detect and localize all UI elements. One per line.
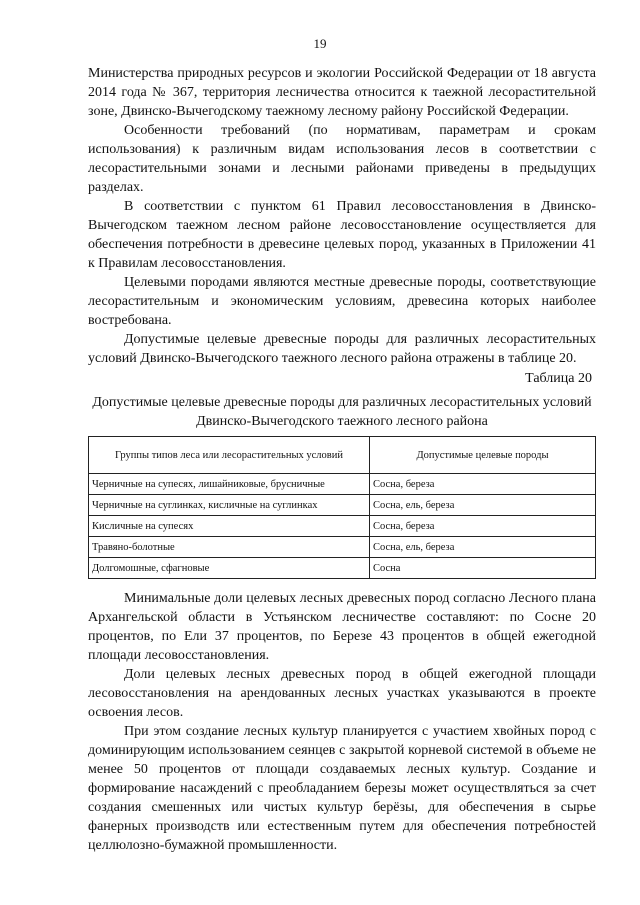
header-forest-groups: Группы типов леса или лесорастительных условий bbox=[89, 437, 370, 474]
table-cell-forest-group: Черничные на суглинках, кисличные на суглинках bbox=[89, 495, 370, 516]
paragraph-target-species: Целевыми породами являются местные древесные породы, соответствующие лесорастительным и экономическим условиям, древесина которых наиболее востребована. bbox=[88, 275, 596, 328]
table-row bbox=[89, 474, 596, 495]
paragraph-minimum-shares: Минимальные доли целевых лесных древесных пород согласно Лесного плана Архангельской области в Устьянском лесничестве составляют: по Сосне 20 процентов, по Ели 37 процентов, по Березе 43 процентов в общей ежегодной площади лесовосстановления. bbox=[88, 591, 596, 663]
table-cell-species: Сосна, береза bbox=[370, 474, 596, 495]
paragraph-table-reference: Допустимые целевые древесные породы для различных лесорастительных условий Двинско-Вычегодского таежного лесного района отражены в таблице 20. bbox=[88, 332, 596, 366]
table-label: Таблица 20 bbox=[525, 371, 592, 386]
paragraph-requirements: Особенности требований (по нормативам, параметрам и срокам использования) к различным видам использования лесов в соответствии с лесорастительными зонами и лесными районами приведены в предыдущих разделах. bbox=[88, 123, 596, 195]
table-cell-forest-group: Травяно-болотные bbox=[89, 537, 370, 558]
table-cell-species: Сосна, береза bbox=[370, 516, 596, 537]
table-cell-forest-group: Долгомошные, сфагновые bbox=[89, 558, 370, 579]
paragraph-forest-cultures: При этом создание лесных культур планируется с участием хвойных пород с доминирующим использованием сеянцев с закрытой корневой системой в объеме не менее 50 процентов от площади создаваемых лесных культур. Создание и формирование насаждений с преобладанием березы может осуществляться за счет создания смешенных или чистых культур берёзы, для обеспечения в сырье фанерных производств или естественным путем для обеспечения потребностей целлюлозно-бумажной промышленности. bbox=[88, 724, 596, 853]
document-body bbox=[88, 64, 596, 855]
table-title: Допустимые целевые древесные породы для различных лесорастительных условий Двинско-Вычегодского таежного лесного района bbox=[92, 395, 592, 429]
table-row bbox=[89, 495, 596, 516]
table-cell-species: Сосна bbox=[370, 558, 596, 579]
species-table bbox=[88, 436, 596, 579]
table-cell-species: Сосна, ель, береза bbox=[370, 537, 596, 558]
table-cell-forest-group: Кисличные на супесях bbox=[89, 516, 370, 537]
table-cell-species: Сосна, ель, береза bbox=[370, 495, 596, 516]
paragraph-leased-plots: Доли целевых лесных древесных пород в общей ежегодной площади лесовосстановления на арендованных лесных участках указываются в проекте освоения лесов. bbox=[88, 667, 596, 720]
table-header-row bbox=[89, 437, 596, 474]
paragraph-continuation: Министерства природных ресурсов и экологии Российской Федерации от 18 августа 2014 года № 367, территория лесничества относится к таежной лесорастительной зоне, Двинско-Вычегодскому таежному лесному району Российской Федерации. bbox=[88, 66, 596, 119]
table-row bbox=[89, 558, 596, 579]
page-number: 19 bbox=[313, 36, 327, 51]
table-cell-forest-group: Черничные на супесях, лишайниковые, брусничные bbox=[89, 474, 370, 495]
table-row bbox=[89, 516, 596, 537]
header-allowed-species: Допустимые целевые породы bbox=[370, 437, 596, 474]
table-row bbox=[89, 537, 596, 558]
paragraph-reforestation-rules: В соответствии с пунктом 61 Правил лесовосстановления в Двинско-Вычегодском таежном лесном районе лесовосстановление осуществляется для обеспечения потребности в древесине целевых пород, указанных в Приложении 41 к Правилам лесовосстановления. bbox=[88, 199, 596, 271]
